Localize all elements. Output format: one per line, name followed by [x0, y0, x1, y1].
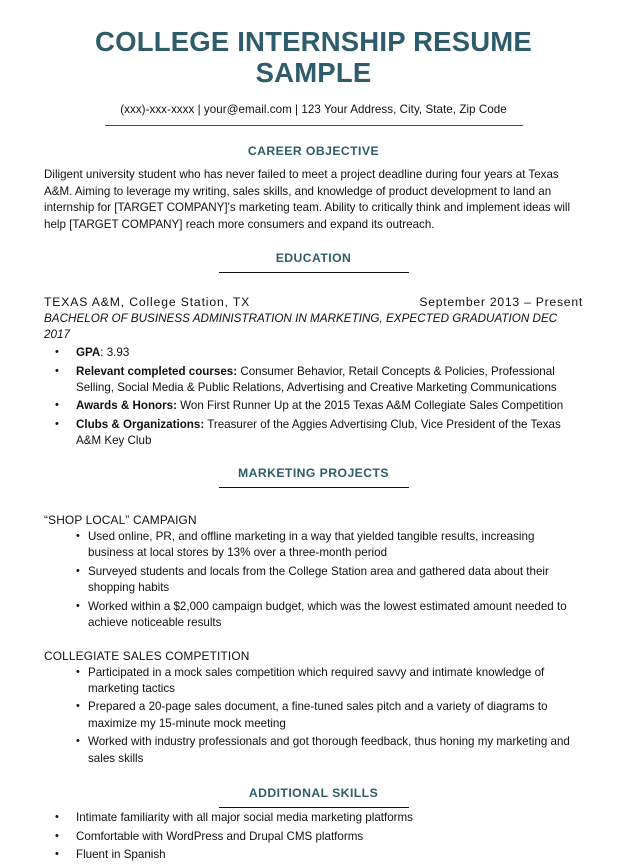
list-item: • Intimate familiarity with all major social media marketing platforms — [44, 810, 583, 826]
list-item-text: Consumer Behavior, Retail Concepts & Policies, Professional Selling, Social Media & Public Relations, Advertising and Creative Marketing Communications — [76, 364, 557, 394]
section-heading-career-objective: CAREER OBJECTIVE — [247, 143, 380, 158]
list-item-text: Treasurer of the Aggies Advertising Club, Vice President of the Texas A&M Key Club — [76, 417, 561, 448]
page-title: COLLEGE INTERNSHIP RESUME SAMPLE — [95, 26, 532, 88]
list-item-label: Awards & Honors: — [76, 399, 177, 413]
project-title: “SHOP LOCAL” CAMPAIGN — [44, 512, 197, 527]
list-item: • Used online, PR, and offline marketing in a way that yielded tangible results, increasing business at local stores by 13% over a three-month period — [44, 529, 583, 562]
project-bullet-list — [44, 529, 583, 632]
project-title: COLLEGIATE SALES COMPETITION — [44, 648, 250, 663]
projects-divider — [219, 487, 409, 488]
section-heading-education: EDUCATION — [275, 251, 352, 266]
education-bullet-list — [44, 345, 583, 450]
list-item — [44, 417, 583, 450]
list-item-text: Won First Runner Up at the 2015 Texas A&M Collegiate Sales Competition — [176, 399, 564, 413]
career-objective-text: Diligent university student who has never failed to meet a project deadline during four years at Texas A&M. Aiming to leverage my writing, sales skills, and knowledge of product development to land an internship for [TARGET COMPANY]'s marketing team. Ability to critically think and implement ideas will help [TARGET COMPANY] reach more consumers and expand its outreach. — [44, 167, 571, 232]
education-degree: BACHELOR OF BUSINESS ADMINISTRATION IN MARKETING, EXPECTED GRADUATION DEC 2017 — [44, 312, 558, 342]
education-entry-header — [44, 295, 583, 309]
list-item: • Worked with industry professionals and got thorough feedback, thus honing my marketing and sales skills — [44, 734, 583, 767]
list-item: • Comfortable with WordPress and Drupal CMS platforms — [44, 829, 583, 845]
projects-container — [44, 513, 583, 767]
skills-bullet-list — [44, 810, 583, 863]
education-dates: September 2013 – Present — [419, 295, 583, 310]
education-divider — [219, 272, 409, 273]
list-item — [44, 345, 583, 361]
contact-line: (xxx)-xxx-xxxx | your@email.com | 123 Your Address, City, State, Zip Code — [120, 102, 507, 116]
list-item: • Fluent in Spanish — [44, 847, 583, 863]
header-divider — [105, 125, 523, 126]
list-item: • Worked within a $2,000 campaign budget, which was the lowest estimated amount needed to achieve noticeable results — [44, 599, 583, 632]
education-school: TEXAS A&M, College Station, TX — [44, 295, 251, 310]
list-item — [44, 398, 583, 414]
list-item-label: Clubs & Organizations: — [76, 417, 205, 431]
project-bullet-list — [44, 665, 583, 768]
list-item: • Participated in a mock sales competition which required savvy and intimate knowledge of marketing tactics — [44, 665, 583, 698]
list-item: • Surveyed students and locals from the College Station area and gathered data about their shopping habits — [44, 564, 583, 597]
list-item-label: GPA — [76, 346, 101, 360]
list-item-label: Relevant completed courses: — [76, 364, 238, 378]
section-heading-additional-skills: ADDITIONAL SKILLS — [248, 786, 379, 801]
section-heading-marketing-projects: MARKETING PROJECTS — [238, 465, 389, 480]
list-item-text: : 3.93 — [100, 346, 130, 360]
list-item: • Prepared a 20-page sales document, a fine-tuned sales pitch and a variety of diagrams to maximize my 15-minute mock meeting — [44, 699, 583, 732]
list-item — [44, 364, 583, 397]
skills-divider — [219, 807, 409, 808]
